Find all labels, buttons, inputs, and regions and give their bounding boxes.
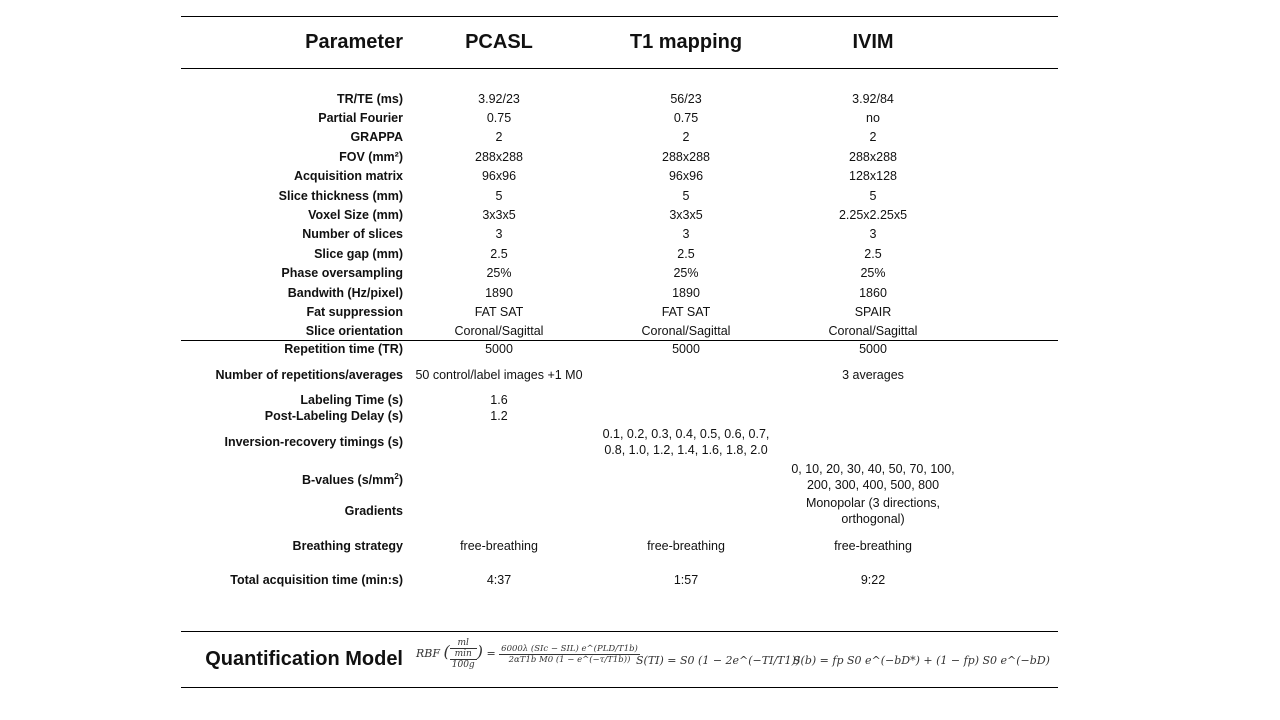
quantification-model-title: Quantification Model <box>205 648 403 670</box>
header-rule <box>181 68 1058 69</box>
row-label: Number of repetitions/averages <box>215 368 403 382</box>
pcasl-value: free-breathing <box>460 539 538 553</box>
t1-value: 2 <box>682 130 690 144</box>
table-row <box>0 246 1280 266</box>
table-row <box>0 265 1280 285</box>
row-label: Slice orientation <box>305 324 403 338</box>
table-row <box>0 149 1280 169</box>
row-label: Slice thickness (mm) <box>278 189 403 203</box>
table-row <box>0 188 1280 208</box>
pcasl-value: 2.5 <box>490 247 508 261</box>
t1-value: 1890 <box>672 286 700 300</box>
ivim-value: 0, 10, 20, 30, 40, 50, 70, 100, <box>791 462 955 476</box>
ivim-value: 1860 <box>859 286 887 300</box>
t1-value: 1:57 <box>673 573 699 587</box>
table-row <box>0 285 1280 305</box>
row-label: Repetition time (TR) <box>284 342 403 356</box>
pcasl-value: 5 <box>495 189 503 203</box>
row-label: Total acquisition time (min:s) <box>230 573 403 587</box>
pcasl-value: 5000 <box>485 342 513 356</box>
row-label: Number of slices <box>302 227 403 241</box>
ivim-value: no <box>866 111 880 125</box>
t1-value: 0.75 <box>673 111 699 125</box>
pcasl-value: 288x288 <box>475 150 523 164</box>
ivim-value: 9:22 <box>860 573 886 587</box>
t1-value: 0.1, 0.2, 0.3, 0.4, 0.5, 0.6, 0.7, <box>602 427 770 441</box>
pcasl-value: 2 <box>495 130 503 144</box>
pcasl-value: 50 control/label images +1 M0 <box>415 368 583 382</box>
table-row <box>0 91 1280 111</box>
pcasl-value: 25% <box>486 266 512 280</box>
ivim-value: 2.25x2.25x5 <box>838 208 908 222</box>
table-row <box>0 469 1280 489</box>
bottom-rule <box>181 687 1058 688</box>
table-row <box>0 367 1280 387</box>
table-row <box>0 304 1280 324</box>
pcasl-value: 3 <box>495 227 503 241</box>
ivim-equation: S(b) = fp S0 e^(−bD*) + (1 − fp) S0 e^(−bD) <box>793 654 1050 667</box>
row-label: Phase oversampling <box>281 266 403 280</box>
eq1-denominator: 2αT1b M0 (1 − e^(−τ/T1b)) <box>508 654 631 665</box>
t1-value: 5 <box>682 189 690 203</box>
t1-value: 288x288 <box>662 150 710 164</box>
table-row <box>0 168 1280 188</box>
pcasl-value: Coronal/Sagittal <box>454 324 544 338</box>
t1-value: FAT SAT <box>661 305 711 319</box>
pcasl-value: 3.92/23 <box>478 92 520 106</box>
t1-value: 3 <box>682 227 690 241</box>
header-parameter: Parameter <box>305 31 403 53</box>
table-row <box>0 226 1280 246</box>
pcasl-value: 3x3x5 <box>482 208 516 222</box>
table-row <box>0 341 1280 361</box>
row-label: Labeling Time (s) <box>300 393 403 407</box>
ivim-value: orthogonal) <box>841 512 905 526</box>
ivim-value: 3 averages <box>842 368 904 382</box>
header-ivim: IVIM <box>852 31 894 53</box>
eq1-numerator: 6000λ (SIc − SIL) e^(PLD/T1b) <box>501 643 638 654</box>
row-label: Bandwith (Hz/pixel) <box>287 286 403 300</box>
quant-top-rule <box>181 631 1058 632</box>
header-pcasl: PCASL <box>465 31 533 53</box>
table-row <box>0 503 1280 523</box>
table-row <box>0 572 1280 592</box>
ivim-value: 3 <box>869 227 877 241</box>
pcasl-value: 0.75 <box>486 111 512 125</box>
row-label: TR/TE (ms) <box>337 92 403 106</box>
row-label: Gradients <box>344 504 403 518</box>
row-label: Voxel Size (mm) <box>308 208 403 222</box>
row-label: Acquisition matrix <box>293 169 403 183</box>
row-label: GRAPPA <box>350 130 403 144</box>
pcasl-value: 1.2 <box>490 409 508 423</box>
t1-value: free-breathing <box>647 539 725 553</box>
ivim-value: SPAIR <box>854 305 892 319</box>
top-rule <box>181 16 1058 17</box>
pcasl-value: FAT SAT <box>474 305 524 319</box>
row-label: Breathing strategy <box>292 539 403 553</box>
table-row <box>0 408 1280 428</box>
table-row <box>0 323 1280 343</box>
ivim-value: 200, 300, 400, 500, 800 <box>806 478 940 492</box>
row-label: FOV (mm²) <box>339 150 403 164</box>
ivim-value: 2.5 <box>864 247 882 261</box>
row-label: Post-Labeling Delay (s) <box>264 409 403 423</box>
ivim-value: Coronal/Sagittal <box>828 324 918 338</box>
row-label: Fat suppression <box>306 305 403 319</box>
row-label: B-values $(s/mm^2)$ <box>301 472 403 488</box>
ivim-value: free-breathing <box>834 539 912 553</box>
t1-value: 5000 <box>672 342 700 356</box>
eq1-lhs: RBF <box>416 647 440 660</box>
ivim-value: 128x128 <box>849 169 897 183</box>
table-row <box>0 129 1280 149</box>
table-row <box>0 538 1280 558</box>
row-label: Inversion-recovery timings (s) <box>224 435 403 449</box>
t1-value: 25% <box>673 266 699 280</box>
row-label: Slice gap (mm) <box>314 247 403 261</box>
t1-value: 3x3x5 <box>669 208 703 222</box>
t1-value: 96x96 <box>668 169 704 183</box>
t1-value: 56/23 <box>670 92 702 106</box>
t1-value: Coronal/Sagittal <box>641 324 731 338</box>
eq1-unit-den: 100g <box>451 660 475 670</box>
ivim-value: 288x288 <box>849 150 897 164</box>
t1-value: 0.8, 1.0, 1.2, 1.4, 1.6, 1.8, 2.0 <box>604 443 768 457</box>
pcasl-value: 1890 <box>485 286 513 300</box>
ivim-value: 3.92/84 <box>852 92 894 106</box>
ivim-value: 25% <box>860 266 886 280</box>
pcasl-equation: RBF ( ml min 100g ) = $\frac{\text{6000λ (SIc − SIL) e\textasciicircum{}(PLD/T1b)}}{\text{2αT1b M0 (1 − e\textasciicircum{}(−τ/T1b))}}$ <box>416 638 638 670</box>
pcasl-value: 1.6 <box>490 393 508 407</box>
pcasl-value: 4:37 <box>486 573 512 587</box>
ivim-value: 5 <box>869 189 877 203</box>
ivim-value: 5000 <box>859 342 887 356</box>
header-t1-mapping: T1 mapping <box>629 31 743 53</box>
t1-equation: S(TI) = S0 (1 − 2e^(−TI/T1)) <box>636 654 801 667</box>
eq1-unit-num: ml <box>450 638 477 649</box>
row-label: Partial Fourier <box>318 111 403 125</box>
table-row <box>0 207 1280 227</box>
eq1-unit-mid: min <box>450 649 477 660</box>
table-row <box>0 110 1280 130</box>
t1-value: 2.5 <box>677 247 695 261</box>
ivim-value: 2 <box>869 130 877 144</box>
pcasl-value: 96x96 <box>481 169 517 183</box>
ivim-value: Monopolar (3 directions, <box>805 496 941 510</box>
